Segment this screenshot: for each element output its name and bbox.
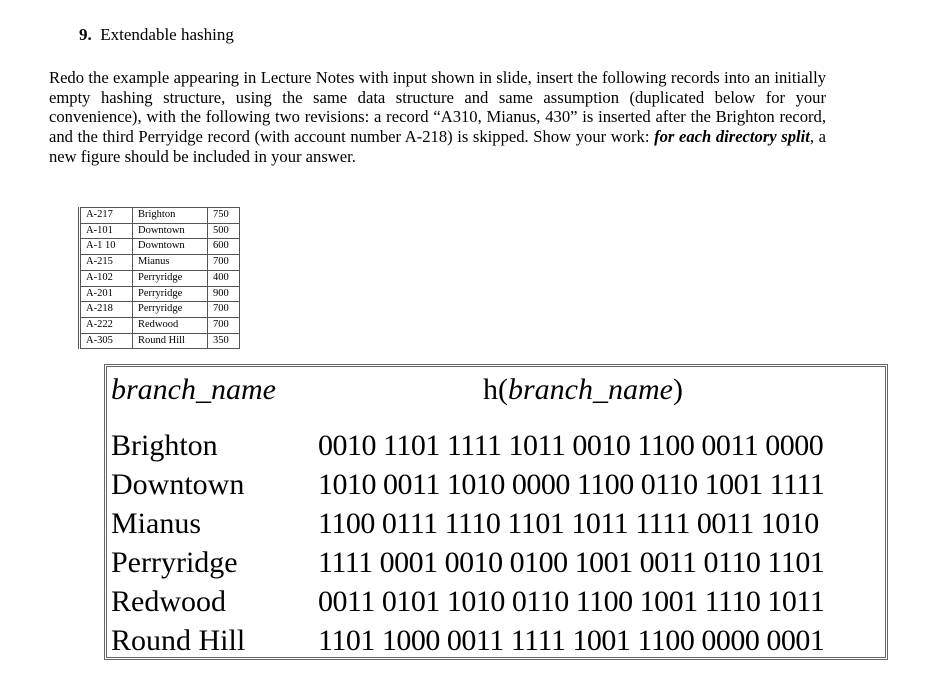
record-account-cell: A-217 — [80, 208, 133, 224]
record-branch-cell: Brighton — [133, 208, 208, 224]
record-account-cell: A-102 — [80, 270, 133, 286]
record-row — [80, 286, 240, 302]
record-row — [80, 223, 240, 239]
record-row — [80, 317, 240, 333]
record-account-cell: A-218 — [80, 302, 133, 318]
question-heading — [79, 25, 234, 45]
question-paragraph — [49, 68, 826, 167]
record-account-cell: A-1 10 — [80, 239, 133, 255]
record-branch-cell: Downtown — [133, 223, 208, 239]
record-row — [80, 333, 240, 349]
hash-value: 1100 0111 1110 1101 1011 1111 0011 1010 — [318, 507, 819, 540]
records-table — [78, 207, 240, 349]
hash-table — [104, 364, 888, 660]
record-branch-cell: Perryridge — [133, 270, 208, 286]
record-branch-cell: Perryridge — [133, 286, 208, 302]
record-balance-cell: 900 — [208, 286, 240, 302]
record-account-cell: A-101 — [80, 223, 133, 239]
record-balance-cell: 400 — [208, 270, 240, 286]
record-row — [80, 270, 240, 286]
record-row — [80, 255, 240, 271]
record-balance-cell: 700 — [208, 302, 240, 318]
record-branch-cell: Redwood — [133, 317, 208, 333]
record-account-cell: A-222 — [80, 317, 133, 333]
hash-branch-name: Downtown — [111, 468, 245, 501]
record-account-cell: A-215 — [80, 255, 133, 271]
question-number: 9. — [79, 25, 92, 44]
record-balance-cell: 600 — [208, 239, 240, 255]
hash-col-func-header: h(branch_name) — [483, 373, 683, 406]
record-branch-cell: Perryridge — [133, 302, 208, 318]
paragraph-emphasis: for each directory split — [654, 127, 810, 147]
question-title: Extendable hashing — [100, 25, 234, 44]
record-branch-cell: Round Hill — [133, 333, 208, 349]
hash-value: 0010 1101 1111 1011 0010 1100 0011 0000 — [318, 429, 824, 462]
record-balance-cell: 700 — [208, 317, 240, 333]
record-row — [80, 208, 240, 224]
paragraph-text-end: , a new figure should be included in your answer. — [49, 127, 826, 166]
record-row — [80, 239, 240, 255]
hash-branch-name: Perryridge — [111, 546, 238, 579]
hash-value: 1010 0011 1010 0000 1100 0110 1001 1111 — [318, 468, 825, 501]
record-balance-cell: 500 — [208, 223, 240, 239]
hash-value: 1111 0001 0010 0100 1001 0011 0110 1101 — [318, 546, 825, 579]
record-row — [80, 302, 240, 318]
hash-branch-name: Round Hill — [111, 624, 246, 657]
record-balance-cell: 350 — [208, 333, 240, 349]
record-balance-cell: 700 — [208, 255, 240, 271]
record-account-cell: A-201 — [80, 286, 133, 302]
hash-col-name-header: branch_name — [111, 373, 276, 406]
hash-branch-name: Brighton — [111, 429, 218, 462]
hash-value: 1101 1000 0011 1111 1001 1100 0000 0001 — [318, 624, 825, 657]
hash-branch-name: Mianus — [111, 507, 201, 540]
hash-value: 0011 0101 1010 0110 1100 1001 1110 1011 — [318, 585, 825, 618]
record-branch-cell: Downtown — [133, 239, 208, 255]
hash-branch-name: Redwood — [111, 585, 226, 618]
record-account-cell: A-305 — [80, 333, 133, 349]
paragraph-text: Redo the example appearing in Lecture Notes with input shown in slide, insert the following records into an initially empty hashing structure, using the same data structure and same assumption (duplicated below for your convenience), with the following two revisions: a record “A310, Mianus, 430” is inserted after the Brighton record, and the third Perryidge record (with account number A-218) is skipped. Show your work: — [49, 68, 826, 147]
record-balance-cell: 750 — [208, 208, 240, 224]
record-branch-cell: Mianus — [133, 255, 208, 271]
